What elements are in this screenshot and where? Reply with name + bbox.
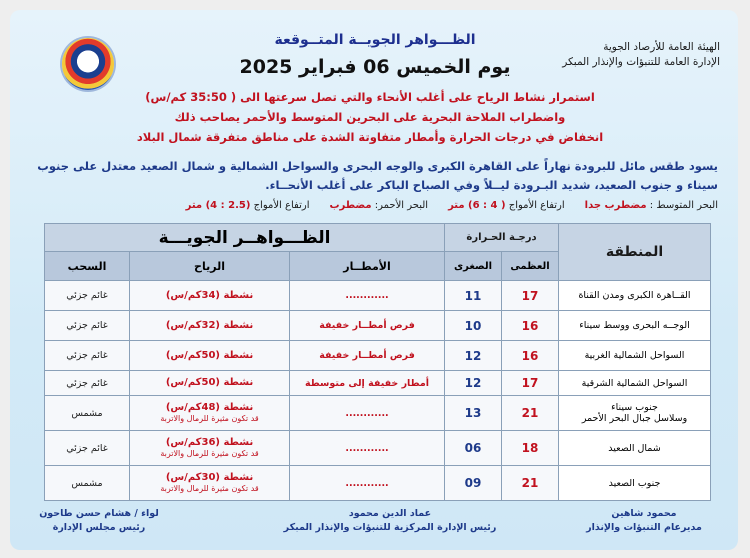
med-sea [585,200,718,211]
min-temp-cell: 12 [445,341,502,371]
max-temp-cell: 18 [502,431,559,466]
rain-cell: أمطار خفيفة إلى متوسطة [290,371,445,396]
wind-speed: نشطة (30كم/س) [165,472,254,483]
temperature-header: درجـة الحـرارة [445,224,559,252]
forecast-table [44,223,711,501]
sea-state-row [28,200,718,211]
wind-note: قد تكون مثيرة للرمال والاتربة [160,414,259,423]
table-row [45,466,711,501]
wind-cell [130,396,290,431]
red-sea-label: البحر الأحمر: [374,200,429,211]
cloud-cell: غائم جزئي [45,371,130,396]
cloud-cell: غائم جزئي [45,311,130,341]
wind-cell [130,371,290,396]
signature-right-title: مديرعام التنبؤات والإنذار [586,522,702,533]
rain-cell: فرص أمطــار خفيفة [290,341,445,371]
cloud-cell: مشمس [45,466,130,501]
org-line-2: الإدارة العامة للتنبؤات والإنذار المبكر [562,56,720,68]
signature-center-name: عماد الدين محمود [348,508,432,519]
wind-speed: نشطة (48كم/س) [165,402,254,413]
region-cell: جنوب سيناء وسلاسل جبال البحر الأحمر [559,396,711,431]
region-cell: جنوب الصعيد [559,466,711,501]
signature-center [280,507,500,535]
max-temp-cell: 16 [502,341,559,371]
signature-left-name: لواء / هشام حسن طاحون [39,508,159,519]
red-waves-value: (2.5 : 4) متر [185,200,251,211]
min-temp-cell: 13 [445,396,502,431]
forecast-paragraph: يسود طقس مائل للبرودة نهاراً على القاهرة الكبرى والوجه البحرى والسواحل الشمالية و شمال الصعيد معتدل على جنوب سيناء و جنوب الصعيد، شديد البـرودة ليــلاً وفي الصباح الباكر على أغلب الأنحــاء. [37,159,718,192]
wind-speed: نشطة (36كم/س) [165,437,254,448]
bulletin-line-2: واضطراب الملاحة البحرية على البحرين المتوسط والأحمر يصاحب ذلك [174,110,566,124]
region-header: المنطقة [559,224,711,281]
rain-cell: فرص أمطــار خفيفة [290,311,445,341]
bulletin-line-3: انخفاض في درجات الحرارة وأمطار متفاوتة الشدة على مناطق متفرقة شمال البلاد [136,130,604,144]
page-title: الظـــواهر الجويــة المتــوقعة [274,32,476,48]
table-row [45,341,711,371]
signature-right [564,507,724,535]
region-cell: القــاهرة الكبرى ومدن القناة [559,281,711,311]
meteorological-authority-logo [62,38,114,90]
min-header: الصغرى [445,252,502,281]
wind-cell [130,311,290,341]
table-row [45,396,711,431]
max-temp-cell: 21 [502,466,559,501]
org-line-1: الهيئة العامة للأرصاد الجوية [603,41,720,53]
cloud-cell: غائم جزئي [45,341,130,371]
min-temp-cell: 06 [445,431,502,466]
med-sea-state: مضطرب جدا [584,200,647,211]
rain-cell: ............ [290,466,445,501]
wind-cell [130,466,290,501]
med-waves-value: ( 4 : 6) متر [448,200,506,211]
max-temp-cell: 16 [502,311,559,341]
rain-header: الأمطــار [290,252,445,281]
table-row [45,281,711,311]
phenomena-header: الظـــواهــر الجويـــة [45,224,445,252]
rain-cell: ............ [290,396,445,431]
wind-cell [130,431,290,466]
wind-note: قد تكون مثيرة للرمال والاتربة [160,449,259,458]
max-temp-cell: 21 [502,396,559,431]
med-waves [448,200,565,211]
wind-cell [130,281,290,311]
forecast-date: يوم الخميس 06 فبراير 2025 [239,56,511,78]
organization-name [562,40,720,70]
wind-header: الرياح [130,252,290,281]
min-temp-cell: 10 [445,311,502,341]
cloud-cell: غائم جزئي [45,281,130,311]
min-temp-cell: 11 [445,281,502,311]
bulletin-line-1: استمرار نشاط الرياح على أغلب الأنحاء والتي تصل سرعتها الى ( 35:50 كم/س) [145,90,595,104]
wind-speed: نشطة (34كم/س) [165,289,254,301]
wind-speed: نشطة (32كم/س) [165,319,254,331]
wind-cell [130,341,290,371]
cloud-cell: غائم جزئي [45,431,130,466]
region-cell: شمال الصعيد [559,431,711,466]
table-row [45,431,711,466]
wind-speed: نشطة (50كم/س) [165,377,254,388]
region-cell: الوجــه البحرى ووسط سيناء [559,311,711,341]
signature-right-name: محمود شاهين [611,508,677,519]
rain-cell: ............ [290,281,445,311]
min-temp-cell: 12 [445,371,502,396]
min-temp-cell: 09 [445,466,502,501]
red-waves-label: ارتفاع الأمواج [253,200,310,211]
region-cell: السواحل الشمالية الغربية [559,341,711,371]
red-waves [186,200,310,211]
max-temp-cell: 17 [502,371,559,396]
med-waves-label: ارتفاع الأمواج [508,200,565,211]
red-sea-state: مضطرب [329,200,372,211]
forecast-sheet [10,10,738,550]
signature-left-title: رئيس مجلس الإدارة [52,522,146,533]
rain-cell: ............ [290,431,445,466]
table-row [45,371,711,396]
cloud-header: السحب [45,252,130,281]
max-temp-cell: 17 [502,281,559,311]
table-row [45,311,711,341]
wind-note: قد تكون مثيرة للرمال والاتربة [160,484,259,493]
region-cell: السواحل الشمالية الشرقية [559,371,711,396]
max-header: العظمى [502,252,559,281]
signature-center-title: رئيس الإدارة المركزية للتنبؤات والإنذار المبكر [283,522,497,533]
red-sea [329,200,428,211]
cloud-cell: مشمس [45,396,130,431]
signature-left [24,507,174,535]
wind-speed: نشطة (50كم/س) [165,349,254,361]
med-sea-label: البحر المتوسط : [649,200,718,211]
